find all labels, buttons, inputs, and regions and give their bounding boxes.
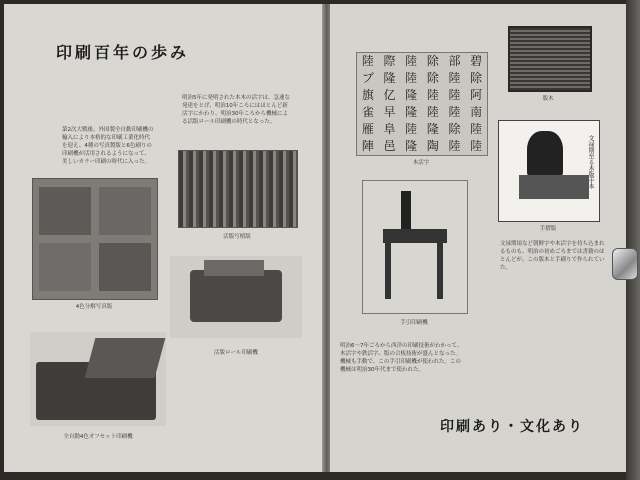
wood-type-char: 陸 [470,122,483,136]
wood-type-char: 陸 [405,71,418,85]
four-color-photo [32,178,158,300]
caption-type-plate: 活版写植版 [223,234,251,240]
photo-panel [39,243,91,291]
wood-type-char: 亿 [383,88,396,102]
wood-type-char: 陸 [448,71,461,85]
caption-wood-type: 木活字 [412,160,430,166]
metal-clip [612,248,638,280]
caption-hand-press: 手引印刷機 [400,320,428,326]
wood-type-char: 除 [426,71,439,85]
press-feeder [85,338,166,378]
wood-type-char: 陸 [470,139,483,153]
press-roller [204,260,264,276]
press-column [401,191,411,231]
wood-type-char: 陸 [448,105,461,119]
caption-wood-block: 版木 [542,96,554,102]
wood-type-char: 旗 [361,88,374,102]
book-edge [626,0,640,480]
caption-four-color: 4色分解写真版 [75,304,113,310]
wood-type-char: 除 [426,54,439,68]
caption-roll-press: 活版ロール印刷機 [214,350,258,356]
woodcut-inscription: 文禄期至る木版手本 [587,135,594,189]
wood-type-char: 阿 [470,88,483,102]
wood-type-char: 早 [383,105,396,119]
caption-woodcut: 手摺版 [539,226,557,232]
press-leg [437,243,443,299]
intro-paragraph: 第2次大戦後、外国製全自動印刷機の輸入により本格的な印刷工業化時代を迎え、4種の写真製版と6色刷りの印刷機が活用されるようになって、美しいカラー印刷の時代に入った。 [62,127,154,165]
wood-type-char: 陸 [405,122,418,136]
wood-type-char: 陣 [361,139,374,153]
caption-offset-press: 全自動4色オフセット印刷機 [63,434,133,440]
wood-block-photo [508,26,592,92]
wood-type-char: 陸 [426,88,439,102]
closing-slogan: 印刷あり・文化あり [440,419,584,435]
wood-type-char: 陸 [426,105,439,119]
wood-type-grid [356,52,488,156]
wood-type-char: 雁 [361,122,374,136]
wood-type-char: 雀 [361,105,374,119]
press-bed [383,229,447,243]
wood-type-char: 阜 [383,122,396,136]
offset-press-photo [30,332,166,426]
wood-type-char: 隆 [405,105,418,119]
wood-type-char: 陶 [426,139,439,153]
wood-type-char: 部 [448,54,461,68]
wood-type-char: 陸 [405,54,418,68]
wood-type-char: 南 [470,105,483,119]
hand-press-photo [362,180,468,314]
woodcut-illustration [498,120,600,222]
wood-type-char: 隆 [405,139,418,153]
page-title: 印刷百年の歩み [56,43,190,62]
wood-type-char: 碧 [470,54,483,68]
type-note-paragraph: 明治5年に発明された本木の活字は、急速な発達をとげ、明治10年ころにはほとんど新活字にかわり、明治30年ころから機械による活版ロール印刷機の時代となった。 [182,95,291,125]
hand-press-paragraph: 明治6〜7年ごろから西洋の印刷技術がわかって、木活字や鉄活字、版の合板技術が盛んとなった。機械も手動で、この手引印刷機が使われた。この機械は明治30年代まで使われた。 [340,343,463,373]
press-body [190,270,282,322]
wood-type-char: 隆 [426,122,439,136]
woodblock-note-paragraph: 文禄期頃など朝鮮字や木活字を持ち込まれるものも、明治の初めごろまでは書籍のほとんどが、この版木と手刷りで作られていた。 [500,241,605,271]
wood-type-char: 隆 [383,71,396,85]
wood-type-char: 邑 [383,139,396,153]
wood-type-char: 陸 [448,88,461,102]
wood-type-char: 除 [448,122,461,136]
wood-type-char: 隆 [405,88,418,102]
roll-press-photo [170,256,302,338]
wood-type-char: ブ [361,71,374,85]
figure-silhouette [527,131,563,177]
type-plate-photo [178,150,298,228]
wood-type-char: 際 [383,54,396,68]
press-leg [385,243,391,299]
photo-panel [99,187,151,235]
wood-type-char: 除 [470,71,483,85]
wood-type-char: 陸 [448,139,461,153]
wood-type-char: 陸 [361,54,374,68]
photo-panel [99,243,151,291]
photo-panel [39,187,91,235]
